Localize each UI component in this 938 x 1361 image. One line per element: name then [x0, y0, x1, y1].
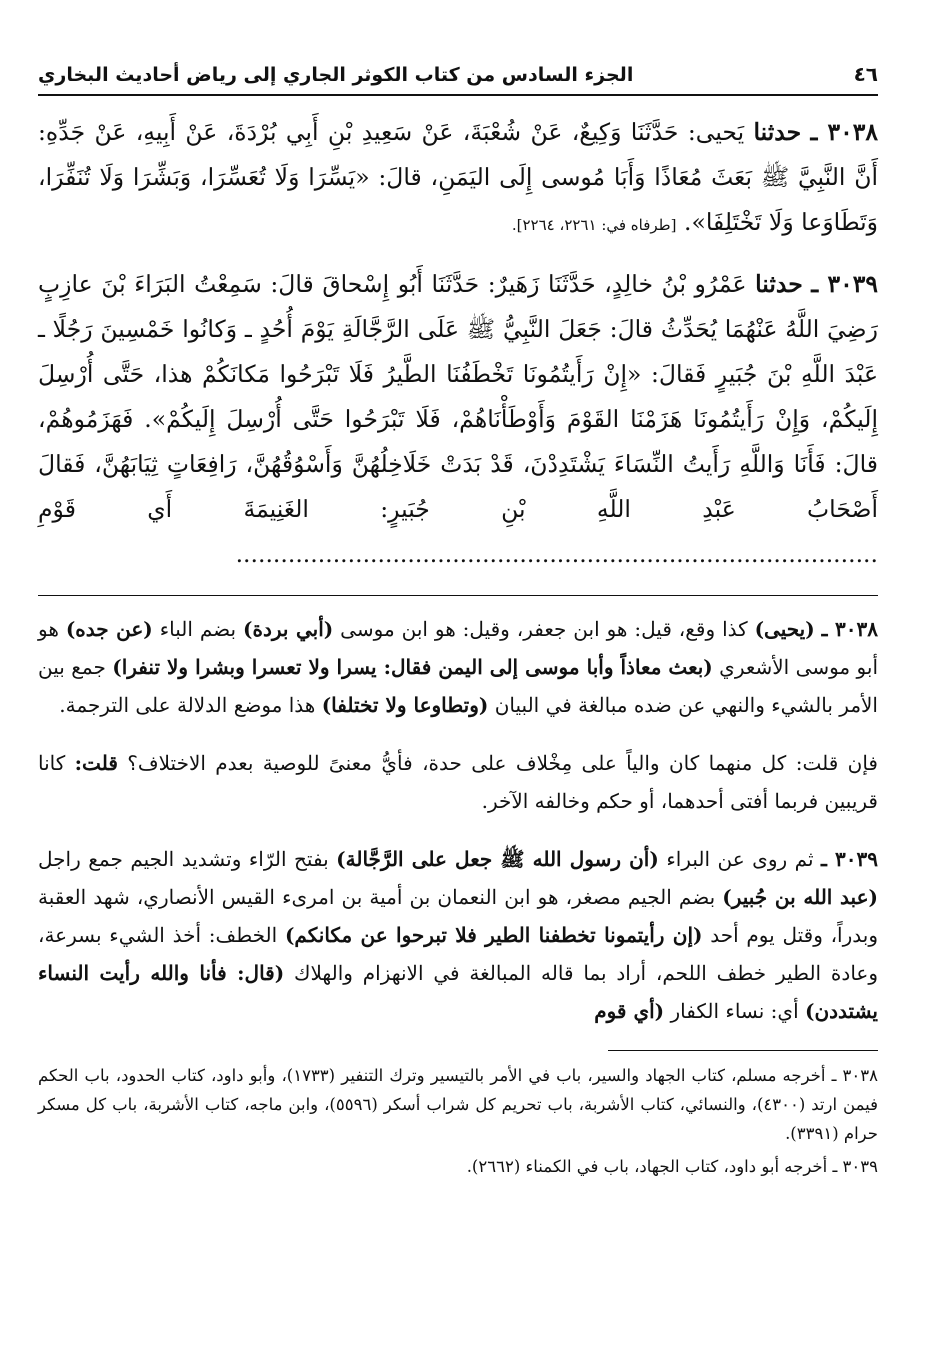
- commentary-text: جمع بين الأمر بالشيء والنهي عن ضده مبالغة في البيان: [38, 655, 878, 717]
- quoted-term: (أي قوم: [594, 999, 665, 1023]
- commentary-question: [38, 744, 878, 820]
- commentary-text: هذا موضع الدلالة على الترجمة.: [59, 693, 322, 717]
- quoted-term: (قال: فأنا والله رأيت النساء يشتددن): [38, 961, 878, 1023]
- hadith-3038: [38, 110, 878, 248]
- commentary-3039: [38, 840, 878, 1030]
- page-number: ٤٦: [853, 62, 878, 86]
- commentary-text: الخطف: أخذ الشيء بسرعة، وعادة الطير خطف اللحم، أراد بما قاله المبالغة في الانهزام والهلاك: [38, 923, 879, 985]
- footnote-3039: ٣٠٣٩ ـ أخرجه أبو داود، كتاب الجهاد، باب في الكمناء (٢٦٦٢).: [466, 1157, 878, 1176]
- quoted-term: (عن جده): [65, 617, 153, 641]
- footnote-divider: [608, 1050, 878, 1051]
- hadith-lead-word: حدثنا: [755, 270, 803, 298]
- continuation-dots: ......................................................................................: [235, 540, 878, 568]
- footnotes-section: [38, 1050, 878, 1181]
- hadith-body: يَحيى: حَدَّثَنَا وَكِيعٌ، عَنْ شُعْبَةَ، عَنْ سَعِيدِ بْنِ أَبِي بُرْدَةَ، عَنْ أَبِيهِ، عَنْ جَدِّهِ: أَنَّ النَّبِيَّ ﷺ بَعَثَ مُعَاذًا وَأَبَا مُوسى إِلَى اليَمَنِ، قالَ: «يَسِّرَا وَلَا تُعَسِّرَا، وَبَشِّرَا وَلَا تُنَفِّرَا، وَتَطَاوَعا وَلَا تَخْتَلِفَا».: [38, 118, 878, 236]
- book-page: [38, 40, 878, 1361]
- hadith-cross-refs: [طرفاه في: ٢٢٦١، ٢٢٦٤].: [511, 216, 677, 234]
- hadith-body: عَمْرُو بْنُ خالِدٍ، حَدَّثَنَا زَهَيرٌ: حَدَّثَنَا أَبُو إِسْحاقَ قالَ: سَمِعْتُ البَرَاءَ بْنَ عازِبٍ رَضِيَ اللَّهُ عَنْهُمَا يُحَدِّثُ قالَ: جَعَلَ النَّبِيُّ ﷺ عَلَى الرَّجَّالَةِ يَوْمَ أُحُدٍ ـ وَكانُوا خَمْسِينَ رَجُلًا ـ عَبْدَ اللَّهِ بْنَ جُبَيرٍ فَقالَ: «إِنْ رَأَيتُمُونَا تَخْطَفُنَا الطَّيرُ فَلَا تَبْرَحُوا مَكانَكُمْ هذا، حَتَّى أُرْسِلَ إِلَيكُمْ، وَإِنْ رَأَيتُمُونَا هَزَمْنَا القَوْمَ وَأَوْطَأْنَاهُمْ، فَلَا تَبْرَحُوا حَتَّى أُرْسِلَ إِلَيكُمْ». فَهَزَمُوهُمْ، قالَ: فَأَنَا وَاللَّهِ رَأَيتُ النِّسَاءَ يَشْتَدِدْنَ، قَدْ بَدَتْ خَلَاخِلُهُنَّ وَأَسْوُقُهُنَّ، رَافِعَاتٍ ثِيَابَهُنَّ، فَقالَ أَصْحَابُ عَبْدِ اللَّهِ بْنِ جُبَيرٍ: الغَنِيمَةَ أَي قَوْمِ: [38, 270, 878, 523]
- running-title: الجزء السادس من كتاب الكوثر الجاري إلى رياض أحاديث البخاري: [38, 64, 634, 86]
- quoted-term: (وتطاوعا ولا تختلفا): [321, 693, 489, 717]
- commentary-section: [38, 610, 878, 1030]
- commentary-number: ٣٠٣٩ ـ: [821, 847, 878, 871]
- running-header: [38, 40, 878, 96]
- commentary-text: بضم الباء: [152, 617, 243, 641]
- quoted-term: (أن رسول الله ﷺ جعل على الرَّجَّالة): [336, 847, 659, 871]
- hadith-number: ٣٠٣٩ ـ: [811, 270, 878, 298]
- commentary-text: بضم الجيم مصغر، هو ابن النعمان بن أمية بن امرىء القيس الأنصاري، شهد العقبة وبدراً، وقتل يوم أحد: [38, 885, 878, 947]
- section-divider: [38, 595, 878, 596]
- hadith-number: ٣٠٣٨ ـ: [810, 118, 878, 146]
- hadith-text-section: [38, 110, 878, 577]
- commentary-text: كذا وقع، قيل: هو ابن جعفر، وقيل: هو ابن موسى: [333, 617, 755, 641]
- hadith-3039: [38, 262, 878, 577]
- commentary-text: ثم روى عن البراء: [658, 847, 822, 871]
- footnote-3038: ٣٠٣٨ ـ أخرجه مسلم، كتاب الجهاد والسير، باب في الأمر بالتيسير وترك التنفير (١٧٣٣)، وأبو داود، كتاب الحدود، باب الحكم فيمن ارتد (٤٣٠٠)، والنسائي، كتاب الأشربة، باب تحريم كل شراب أسكر (٥٥٩٦)، وابن ماجه، كتاب الأشربة، باب كل مسكر حرام (٣٣٩١).: [38, 1066, 879, 1143]
- quoted-term: (يحيى): [754, 617, 815, 641]
- quoted-term: قلت:: [74, 751, 118, 775]
- quoted-term: (بعث معاذاً وأبا موسى إلى اليمن فقال: يسرا ولا تعسرا وبشرا ولا تنفرا): [112, 655, 713, 679]
- commentary-text: أي: نساء الكفار: [664, 999, 805, 1023]
- commentary-number: ٣٠٣٨ ـ: [821, 617, 878, 641]
- commentary-text: بفتح الرّاء وتشديد الجيم جمع راجل: [38, 847, 337, 871]
- hadith-lead-word: حدثنا: [753, 118, 802, 146]
- commentary-3038: [38, 610, 878, 724]
- quoted-term: (عبد الله بن جُبير): [722, 885, 878, 909]
- quoted-term: (إن رأيتمونا تخطفنا الطير فلا تبرحوا عن مكانكم): [284, 923, 703, 947]
- commentary-text: فإن قلت: كل منهما كان والياً على مِخْلاف على حدة، فأيُّ معنىً للوصية بعدم الاختلاف؟: [117, 751, 878, 775]
- commentary-text: هو أبو موسى الأشعري: [38, 617, 878, 679]
- quoted-term: (أبي بردة): [243, 617, 334, 641]
- commentary-text: كانا قريبين فربما أفتى أحدهما، أو حكم وخالفه الآخر.: [38, 751, 878, 813]
